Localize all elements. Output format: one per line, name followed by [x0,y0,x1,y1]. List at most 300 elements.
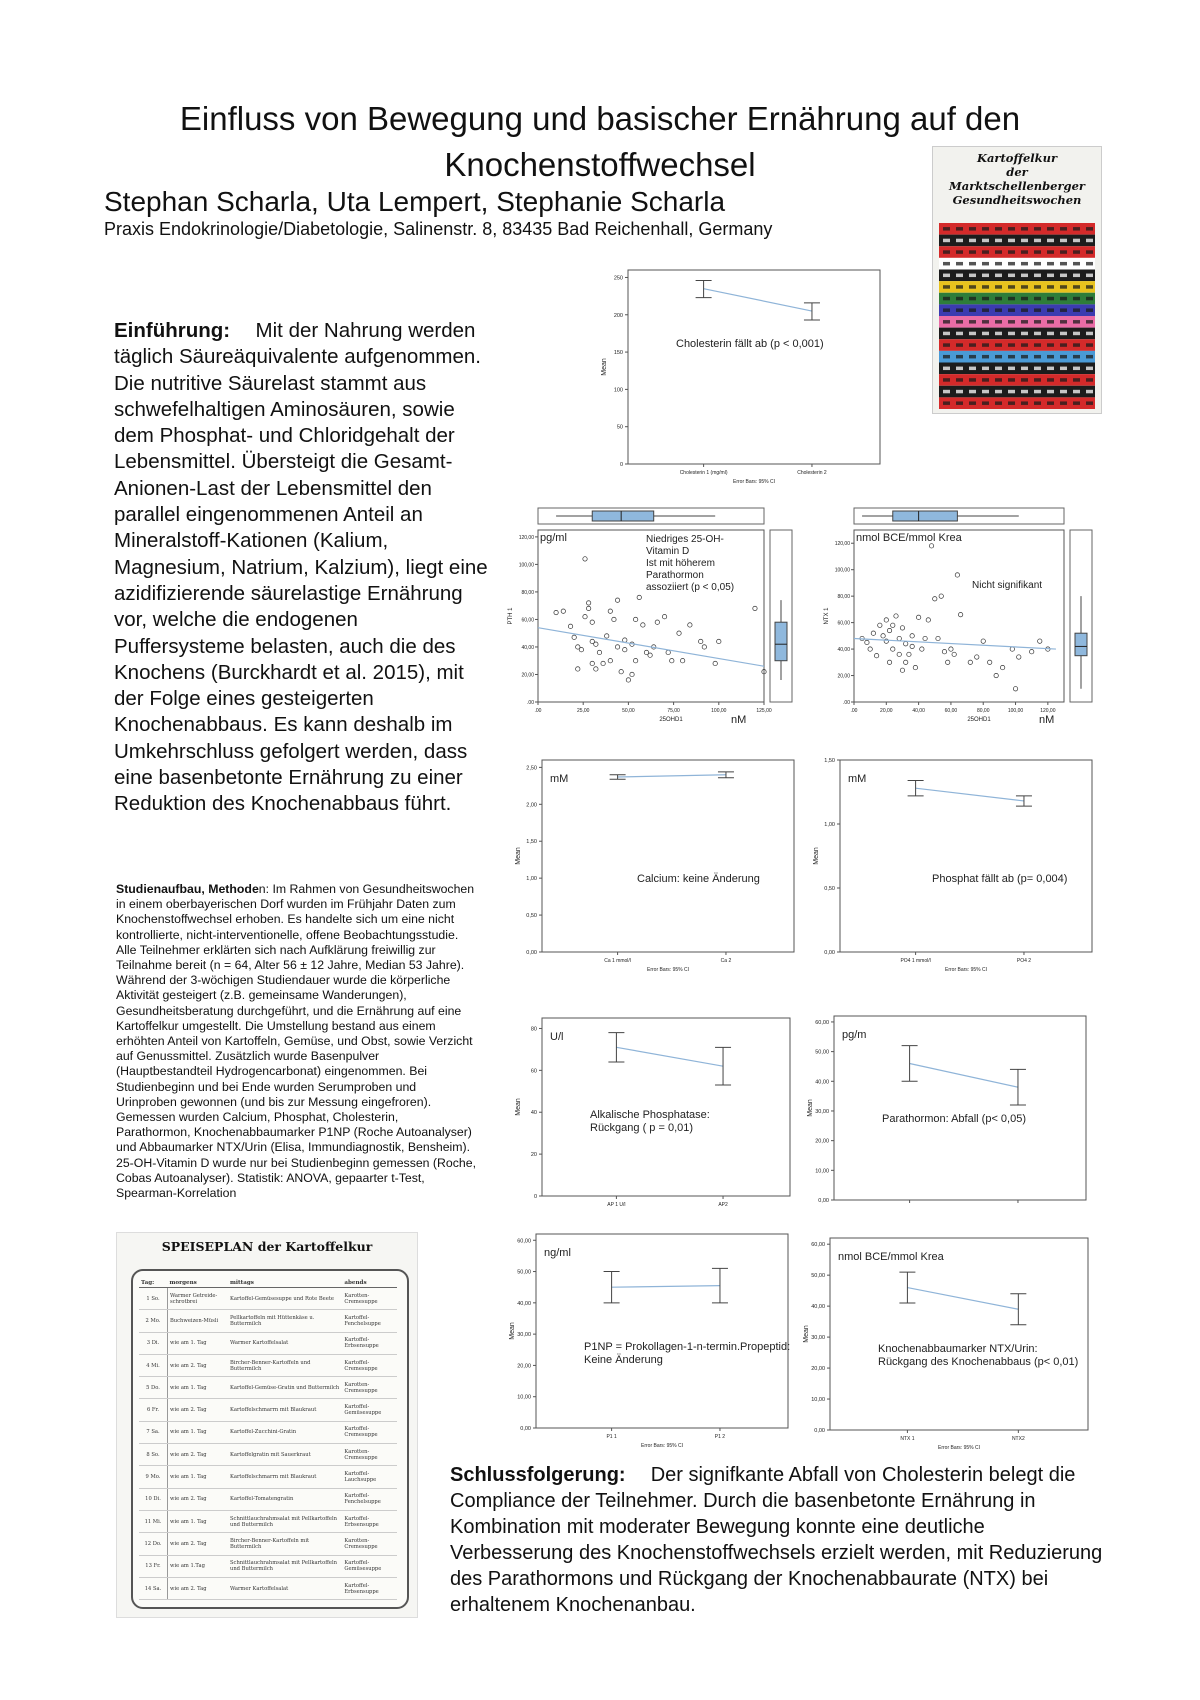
cover-pattern-mark [1060,274,1067,277]
menu-cell: Kartoffel-Zucchini-Gratin [228,1421,342,1443]
cover-pattern-mark [1073,367,1080,370]
cover-pattern-mark [1073,343,1080,346]
chart-unit-label: mM [550,773,569,785]
cover-pattern-mark [1008,227,1015,230]
cover-pattern-mark [969,332,976,335]
cover-pattern-mark [982,227,989,230]
cover-pattern-mark [1086,367,1093,370]
menu-row [139,1510,397,1532]
cover-pattern-mark [1034,355,1041,358]
cover-pattern-mark [982,355,989,358]
menu-row [139,1488,397,1510]
chart-title: Cholesterin fällt ab (p < 0,001) [676,338,824,350]
cover-pattern-mark [969,401,976,404]
cover-pattern-mark [1060,262,1067,265]
y-tick-label: 0,00 [526,950,537,956]
cover-pattern-mark [943,308,950,311]
menu-cell: 3 Di. [139,1332,168,1354]
menu-table [139,1279,397,1600]
chart-title: Knochenabbaumarker NTX/Urin: [878,1343,1038,1355]
cover-pattern-mark [1073,262,1080,265]
cover-pattern-mark [969,297,976,300]
menu-cell: Schnittlauchrahmsalat mit Pellkartoffeln und Buttermilch [228,1510,342,1532]
x-tick-label: 125,00 [756,708,772,714]
cover-pattern-mark [943,355,950,358]
y-tick-label: 1,50 [824,758,835,764]
cover-pattern-mark [1021,274,1028,277]
cover-pattern-mark [995,343,1002,346]
cover-pattern-mark [1086,320,1093,323]
methods-section [116,882,476,1201]
chart-p1np [502,1226,794,1454]
x-tick-label: P1 2 [714,1434,726,1440]
x-tick-label: 100,00 [1007,708,1024,714]
y-tick-label: 150 [613,350,623,357]
menu-cell: 11 Mi. [139,1510,168,1532]
methods-heading: Studienaufbau, Methode [116,882,259,896]
marginal-box [893,511,958,521]
cover-pattern-mark [995,239,1002,242]
cover-pattern-mark [1073,239,1080,242]
cover-pattern-mark [943,274,950,277]
cover-pattern-mark [969,320,976,323]
chart-title: Nicht signifikant [972,580,1043,591]
cover-pattern-mark [1073,320,1080,323]
chart-unit-label: nmol BCE/mmol Krea [856,532,962,544]
x-tick-label: .00 [850,708,858,714]
menu-cell: Kartoffel-Erbsensuppe [342,1577,397,1599]
cover-pattern-mark [1086,250,1093,253]
cover-pattern-mark [1034,320,1041,323]
menu-row [139,1533,397,1555]
cover-pattern-mark [1060,355,1067,358]
y-tick-label: .00 [527,700,534,706]
marginal-box [592,511,653,521]
y-axis-label: Mean [601,358,608,376]
plot-frame [830,1238,1088,1430]
marginal-box [775,622,787,661]
title-line-1: Einfluss von Bewegung und basischer Ernährung auf den [179,100,1021,137]
y-tick-label: 20,00 [517,1363,531,1370]
cover-pattern-mark [1086,262,1093,265]
y-tick-label: 50,00 [517,1269,531,1276]
cover-pattern-mark [1021,250,1028,253]
cover-pattern-mark [1073,274,1080,277]
y-tick-label: 20 [530,1152,537,1159]
menu-cell: Bircher-Benner-Kartoffeln und Buttermilch [228,1354,342,1376]
chart-svg [806,752,1098,978]
cover-pattern-mark [982,343,989,346]
chart-title: Parathormon: Abfall (p< 0,05) [882,1113,1026,1125]
y-tick-label: 100,00 [518,562,534,569]
chart-title: Parathormon [646,570,704,581]
introduction-section [114,318,494,818]
y-axis-label: NTX 1 [824,607,830,625]
chart-footer: Error Bars: 95% CI [647,967,689,973]
cover-pattern-mark [943,239,950,242]
chart-title: Ist mit höherem [646,558,715,569]
menu-cell: Warmer Getreide-schrotbrei [168,1288,228,1310]
menu-header-cell: mittags [228,1279,342,1288]
cover-pattern-mark [995,262,1002,265]
cover-pattern-mark [1047,390,1054,393]
cover-pattern-mark [982,320,989,323]
cover-pattern-mark [995,378,1002,381]
cover-pattern-mark [1086,401,1093,404]
cover-pattern-mark [1034,343,1041,346]
cover-pattern-mark [1034,378,1041,381]
cover-pattern-mark [1008,262,1015,265]
menu-cell: Kartoffel-Gemüse-Gratin und Buttermilch [228,1377,342,1399]
cover-pattern-mark [1021,262,1028,265]
plot-frame [840,760,1092,952]
cover-pattern-mark [1021,401,1028,404]
cover-pattern-mark [943,262,950,265]
chart-parathormone [800,1008,1092,1226]
cover-pattern-mark [1008,250,1015,253]
cover-pattern-mark [1021,320,1028,323]
cover-pattern-mark [1034,250,1041,253]
menu-cell: wie am 2. Tag [168,1533,228,1555]
x-tick-label: 100,00 [711,708,727,714]
chart-scatter-ntx-vitd [818,500,1100,728]
chart-unit-label: U/l [550,1031,564,1043]
y-tick-label: 60,00 [521,617,534,624]
cover-pattern-mark [943,297,950,300]
menu-row [139,1466,397,1488]
x-tick-label: Ca 1 mmol/l [604,958,631,964]
cover-pattern-mark [1034,308,1041,311]
cover-pattern-mark [1008,297,1015,300]
menu-header-cell: Tag: [139,1279,168,1288]
cover-pattern-mark [982,390,989,393]
cover-pattern-mark [1060,343,1067,346]
menu-cell: 8 So. [139,1444,168,1466]
menu-cell: wie am 1.Tag [168,1555,228,1577]
menu-title: SPEISEPLAN der Kartoffelkur [161,1239,373,1254]
chart-title: Niedriges 25-OH- [646,534,724,545]
plot-frame [542,760,794,952]
cover-pattern-mark [1047,367,1054,370]
menu-cell: wie am 2. Tag [168,1444,228,1466]
menu-row [139,1421,397,1443]
chart-title: Rückgang des Knochenabbaus (p< 0,01) [878,1356,1079,1368]
y-axis-label: Mean [515,847,522,865]
y-tick-label: 60,00 [837,620,850,627]
cover-pattern-mark [943,227,950,230]
y-tick-label: 1,00 [526,876,537,883]
cover-pattern-mark [982,297,989,300]
menu-cell: Kartoffel-Fenchelsuppe [342,1310,397,1332]
book-cover-pattern [939,223,1095,409]
x-tick-label: 60,00 [944,708,958,714]
cover-pattern-mark [995,401,1002,404]
y-tick-label: 100 [613,387,623,394]
cover-pattern-mark [943,250,950,253]
cover-pattern-mark [1073,297,1080,300]
cover-pattern-mark [995,308,1002,311]
cover-pattern-mark [1047,355,1054,358]
menu-cell: 12 Do. [139,1533,168,1555]
menu-cell: wie am 2. Tag [168,1399,228,1421]
menu-row [139,1555,397,1577]
methods-text: n: Im Rahmen von Gesundheitswochen in einem oberbayerischen Dorf wurden im Frühjahr Daten zum Knochenstoffwechsel erhoben. Es handelte sich um eine nicht kontrollierte, nicht-interventionelle, offene Beobachtungsstudie. Alle Teilnehmer erklärten sich nach Aufklärung freiwillig zur Teilnahme bereit (n = 64, Alter 56 ± 12 Jahre, Median 53 Jahre). Während der 3-wöchigen Studiendauer wurde die körperliche Aktivität gesteigert (z.B. gemeinsame Wanderungen), Gesundheitsberatung durchgeführt, und die Ernährung auf eine Kartoffelkur umgestellt. Die Umstellung bestand aus einem erhöhten Anteil von Kartoffeln, Gemüse, und Obst, sowie Verzicht auf Genussmittel. Zusätzlich wurde Basenpulver (Hauptbestandteil Hydrogencarbonat) eingenommen. Bei Studienbeginn und bei Ende wurden Serumproben und Urinproben gewonnen (und bis zur Messung eingefroren). Gemessen wurden Calcium, Phosphat, Cholesterin, Parathormon, Knochenabbaumarker P1NP (Roche Autoanalyser) und Abbaumarker NTX/Urin (Elisa, Immundiagnostik, Bensheim). 25-OH-Vitamin D wurde nur bei Studienbeginn gemessen (Roche, Cobas Autoanalyser). Statistik: ANOVA, gepaarter t-Test, Spearman-Korrelation [116,882,476,1201]
y-tick-label: 40,00 [837,647,850,654]
cover-pattern-mark [1008,332,1015,335]
cover-pattern-mark [1086,308,1093,311]
menu-cell: Kartoffel-Gemüsesuppe [342,1555,397,1577]
chart-title: Phosphat fällt ab (p= 0,004) [932,873,1068,885]
x-tick-label: 75,00 [667,708,680,714]
cover-pattern-mark [1021,332,1028,335]
y-tick-label: 2,00 [526,802,537,809]
x-tick-label: AP 1 U/l [607,1202,626,1208]
cover-pattern-mark [995,390,1002,393]
cover-pattern-mark [1047,308,1054,311]
cover-pattern-mark [956,262,963,265]
cover-pattern-mark [1060,250,1067,253]
y-tick-label: 20,00 [837,673,850,680]
conclusion-heading: Schlussfolgerung: [450,1464,626,1486]
cover-pattern-mark [1047,285,1054,288]
menu-header-cell: abends [342,1279,397,1288]
cover-pattern-mark [1021,343,1028,346]
y-tick-label: 0,50 [526,913,537,920]
chart-calcium [508,752,800,978]
cover-pattern-mark [1021,367,1028,370]
menu-cell: Kartoffel-Tomatengratin [228,1488,342,1510]
x-tick-label: AP2 [718,1202,728,1208]
chart-unit-label: ng/ml [544,1247,571,1259]
cover-pattern-mark [1086,274,1093,277]
cover-pattern-mark [1034,274,1041,277]
menu-row [139,1332,397,1354]
introduction-text: Mit der Nahrung werden täglich Säureäquivalente aufgenommen. Die nutritive Säurelast stammt aus schwefelhaltigen Aminosäuren, sowie dem Phosphat- und Chloridgehalt der Lebensmittel. Übersteigt die Gesamt-Anionen-Last der Lebensmittel den parallel eingenommenen Anteil an Mineralstoff-Kationen (Kalium, Magnesium, Natrium, Kalzium), liegt eine azidifizierende säurelastige Ernährung vor, welche die endogenen Puffersysteme belasten, auch die des Knochens (Burckhardt et al. 2015), mit der Folge eines gesteigerten Knochenabbaus. Es kann deshalb im Umkehrschluss gefolgert werden, dass eine basenbetonte Ernährung zu einer Reduktion des Knochenabbaus führt. [114,319,488,816]
cover-pattern-mark [1047,250,1054,253]
chart-phosphate [806,752,1098,978]
menu-row [139,1377,397,1399]
cover-pattern-mark [956,285,963,288]
cover-pattern-mark [943,401,950,404]
cover-pattern-mark [1060,367,1067,370]
x-tick-label: NTX 1 [900,1436,915,1442]
x-tick-label: .00 [534,708,542,714]
cover-pattern-mark [1047,320,1054,323]
cover-pattern-mark [1034,390,1041,393]
cover-pattern-mark [1060,332,1067,335]
y-tick-label: 60,00 [815,1019,829,1026]
x-tick-label: PO4 1 mmol/l [900,958,931,964]
cover-pattern-mark [956,355,963,358]
chart-title: Alkalische Phosphatase: [590,1109,710,1121]
menu-row [139,1444,397,1466]
affiliation: Praxis Endokrinologie/Diabetologie, Salinenstr. 8, 83435 Bad Reichenhall, Germany [104,219,773,239]
cover-pattern-mark [1008,274,1015,277]
menu-cell: Karotten-Cremesuppe [342,1533,397,1555]
cover-pattern-mark [943,390,950,393]
x-axis-label: 25OHD1 [659,717,683,723]
cover-pattern-mark [1073,355,1080,358]
cover-pattern-mark [969,367,976,370]
chart-cholesterol [594,262,886,490]
cover-pattern-mark [969,285,976,288]
y-tick-label: 120,00 [518,534,534,541]
cover-pattern-mark [982,285,989,288]
cover-pattern-mark [1008,343,1015,346]
book-cover-image [932,146,1102,414]
cover-pattern-mark [1086,343,1093,346]
menu-cell: Kartoffel-Lauchsuppe [342,1466,397,1488]
menu-cell: wie am 1. Tag [168,1510,228,1532]
y-axis-label: Mean [509,1322,516,1340]
cover-pattern-mark [1021,239,1028,242]
menu-cell: Kartoffel-Gemüsesuppe [342,1399,397,1421]
introduction-heading: Einführung: [114,319,231,342]
y-tick-label: 20,00 [521,672,534,679]
y-tick-label: 0 [619,462,623,468]
y-tick-label: 10,00 [811,1397,825,1404]
cover-pattern-mark [956,332,963,335]
cover-pattern-mark [1060,227,1067,230]
x-axis-unit: nM [1039,714,1055,726]
menu-cell: 5 Do. [139,1377,168,1399]
menu-cell: Bircher-Benner-Kartoffeln mit Buttermilch [228,1533,342,1555]
menu-cell: Schnittlauchrahmsalat mit Pellkartoffeln und Buttermilch [228,1555,342,1577]
cover-pattern-mark [1073,390,1080,393]
y-tick-label: 0,50 [824,886,835,892]
menu-cell: Pellkartoffeln mit Hüttenkäse u. Buttermilch [228,1310,342,1332]
menu-row [139,1288,397,1310]
menu-cell: Kartoffelschmarrn mit Blaukraut [228,1466,342,1488]
cover-pattern-mark [1060,378,1067,381]
x-tick-label: Cholesterin 2 [797,470,827,476]
menu-cell: Karotten-Cremesuppe [342,1288,397,1310]
cover-pattern-mark [1034,367,1041,370]
cover-pattern-mark [1047,378,1054,381]
cover-pattern-mark [1047,239,1054,242]
cover-pattern-mark [995,274,1002,277]
chart-footer: Error Bars: 95% CI [938,1445,980,1451]
cover-pattern-mark [1034,227,1041,230]
y-tick-label: 30,00 [811,1335,825,1342]
cover-pattern-mark [1008,390,1015,393]
cover-pattern-mark [1034,332,1041,335]
cover-pattern-mark [956,227,963,230]
cover-pattern-mark [995,355,1002,358]
cover-pattern-mark [956,367,963,370]
menu-cell: Kartoffel-Cremesuppe [342,1354,397,1376]
y-tick-label: 0,00 [520,1426,531,1432]
cover-pattern-mark [982,274,989,277]
cover-pattern-mark [1060,320,1067,323]
menu-cell: Kartoffel-Fenchelsuppe [342,1488,397,1510]
title-line-2: Knochenstoffwechsel [444,146,756,183]
y-tick-label: 10,00 [815,1168,829,1175]
menu-cell: 9 Mo. [139,1466,168,1488]
cover-pattern-mark [969,390,976,393]
x-tick-label: NTX2 [1011,1436,1025,1442]
menu-row [139,1310,397,1332]
cover-pattern-mark [1008,308,1015,311]
x-tick-label: PO4 2 [1016,958,1032,964]
menu-cell: wie am 2. Tag [168,1577,228,1599]
cover-pattern-mark [956,274,963,277]
cover-pattern-mark [943,378,950,381]
book-cover-title: Kartoffelkur der Marktschellenberger Gesundheitswochen [949,151,1085,207]
cover-pattern-mark [969,262,976,265]
cover-pattern-mark [1008,239,1015,242]
cover-pattern-mark [982,308,989,311]
chart-unit-label: mM [848,773,867,785]
menu-cell: 4 Mi. [139,1354,168,1376]
cover-pattern-mark [982,332,989,335]
x-tick-label: 25,00 [576,708,590,714]
menu-plan-image [116,1232,418,1618]
x-tick-label: 120,00 [1040,708,1056,714]
cover-pattern-mark [982,250,989,253]
x-tick-label: 20,00 [880,708,893,714]
y-tick-label: 0,00 [824,950,835,956]
menu-cell: Karotten-Cremesuppe [342,1444,397,1466]
cover-pattern-mark [1008,320,1015,323]
cover-pattern-mark [956,390,963,393]
cover-pattern-mark [1008,285,1015,288]
chart-svg [508,1010,796,1222]
cover-pattern-mark [1034,262,1041,265]
cover-pattern-mark [1034,401,1041,404]
y-tick-label: 0,00 [814,1428,825,1434]
chart-title: assoziiert (p < 0,05) [646,582,735,593]
cover-pattern-mark [1086,227,1093,230]
y-tick-label: 40,00 [815,1079,829,1086]
cover-pattern-mark [969,378,976,381]
cover-pattern-mark [1073,401,1080,404]
cover-pattern-mark [943,367,950,370]
cover-pattern-mark [956,308,963,311]
cover-pattern-mark [969,227,976,230]
cover-pattern-mark [982,367,989,370]
chart-title: Calcium: keine Änderung [637,873,760,885]
cover-pattern-mark [1086,239,1093,242]
y-tick-label: 10,00 [517,1394,531,1401]
y-tick-label: 50,00 [811,1273,825,1280]
cover-pattern-mark [995,227,1002,230]
chart-title: P1NP = Prokollagen-1-n-termin.Propeptid: [584,1341,791,1353]
x-tick-label: Ca 2 [720,958,732,964]
cover-pattern-mark [1073,332,1080,335]
plot-frame [536,1234,791,1428]
y-tick-label: 2,50 [526,765,537,772]
authors: Stephan Scharla, Uta Lempert, Stephanie Scharla [104,186,726,217]
cover-pattern-mark [1060,297,1067,300]
cover-pattern-mark [1060,401,1067,404]
cover-pattern-mark [1021,297,1028,300]
menu-cell: wie am 1. Tag [168,1466,228,1488]
chart-title: Rückgang ( p = 0,01) [590,1122,694,1134]
y-tick-label: 80,00 [837,594,850,601]
menu-cell: Warmer Kartoffelsalat [228,1332,342,1354]
y-tick-label: 40,00 [517,1300,531,1307]
y-tick-label: 80,00 [521,589,534,596]
y-tick-label: 20,00 [815,1138,829,1145]
cover-pattern-mark [995,320,1002,323]
plot-frame [542,1018,790,1196]
chart-footer: Error Bars: 95% CI [945,967,987,973]
cover-pattern-mark [1047,274,1054,277]
menu-cell: 1 So. [139,1288,168,1310]
cover-pattern-mark [1086,355,1093,358]
cover-pattern-mark [1086,378,1093,381]
